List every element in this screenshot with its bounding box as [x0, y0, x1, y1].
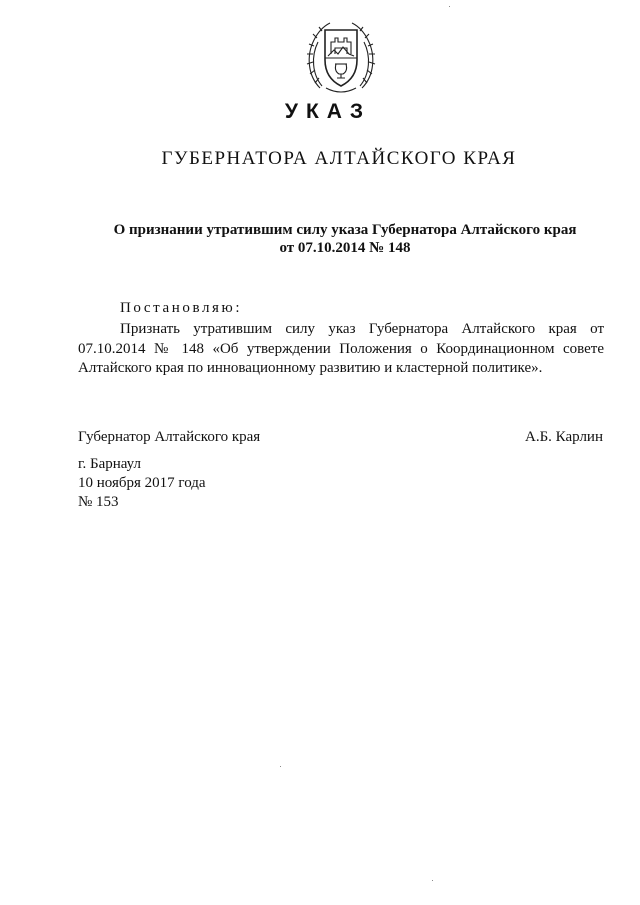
- subject-line-2: от 07.10.2014 № 148: [279, 240, 411, 256]
- document-meta: [78, 455, 206, 512]
- signer-name: А.Б. Карлин: [524, 429, 603, 445]
- scan-speck: [280, 766, 281, 767]
- signer-title: Губернатор Алтайского края: [78, 429, 261, 445]
- coat-of-arms-icon: [300, 16, 382, 98]
- scan-speck: [449, 6, 450, 7]
- document-type-heading: УКАЗ: [284, 100, 372, 123]
- document-date: 10 ноября 2017 года: [78, 475, 206, 491]
- decree-paragraph: Признать утратившим силу указ Губернатора Алтайского края от 07.10.2014 № 148 «Об утверждении Положения о Координационном совете Алтайского края по инновационному развитию и кластерной политике».: [78, 321, 604, 376]
- issuer-heading: ГУБЕРНАТОРА АЛТАЙСКОГО КРАЯ: [161, 148, 517, 169]
- document-number: № 153: [78, 494, 119, 510]
- subject-line-1: О признании утратившим силу указа Губернатора Алтайского края: [113, 222, 577, 238]
- scan-speck: [432, 880, 433, 881]
- document-place: г. Барнаул: [78, 456, 141, 472]
- decree-word: Постановляю:: [120, 300, 243, 316]
- document-subject: [60, 221, 630, 257]
